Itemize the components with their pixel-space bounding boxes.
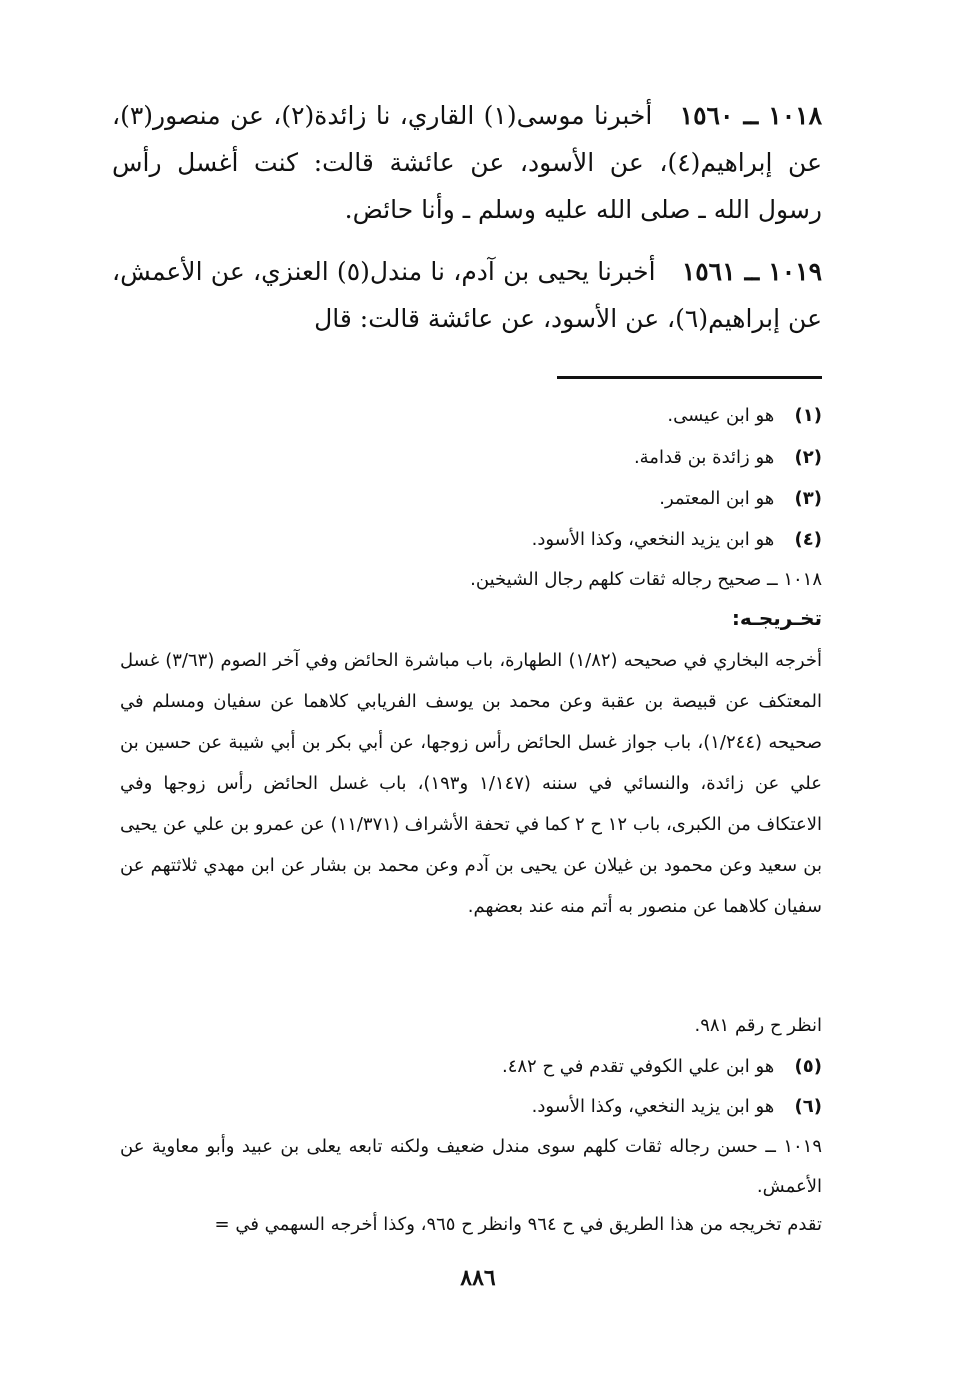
footnote-mark: (٦) [794, 1096, 822, 1117]
footnote-text: هو ابن المعتمر. [659, 488, 775, 509]
footnote-text: هو زائدة بن قدامة. [633, 447, 775, 468]
footnote-mark: (٣) [794, 488, 822, 509]
see-also: انظر ح رقم ٩٨١. [694, 1015, 822, 1036]
hadith-text: أخبرنا موسى(١) القاري، نا زائدة(٢)، عن منصور(٣)، عن إبراهيم(٤)، عن الأسود، عن عائشة قالت: كنت أغسل رأس رسول الله ـ صلى الله عليه وسلم ـ وأنا حائض. [112, 101, 822, 224]
footnote-mark: (٢) [794, 447, 822, 468]
footnote-item [502, 1054, 822, 1080]
grading-1018: ١٠١٨ ــ صحيح رجاله ثقات كلهم رجال الشيخين. [470, 569, 822, 590]
continued-note: تقدم تخريجه من هذا الطريق في ح ٩٦٤ وانظر ح ٩٦٥، وكذا أخرجه السهمي في = [214, 1214, 822, 1235]
footnote-item [532, 527, 822, 553]
footnote-mark: (١) [794, 405, 822, 426]
takhrij-text: أخرجه البخاري في صحيحه (١/٨٢) الطهارة، باب مباشرة الحائض وفي آخر الصوم (٣/٦٣) غسل المعتكف عن قبيصة بن عقبة وعن محمد بن يوسف الفريابي كلاهما عن سفيان ومسلم في صحيحه (١/٢٤٤)، باب جواز غسل الحائض رأس زوجها، عن أبي بكر بن أبي شيبة عن حسين بن علي عن زائدة، والنسائي في سننه (١/١٤٧ و١٩٣)، باب غسل الحائض رأس زوجها وفي الاعتكاف من الكبرى، باب ١٢ ح ٢ كما في تحفة الأشراف (١١/٣٧١) عن عمرو بن علي عن يحيى بن سعيد وعن محمود بن غيلان عن يحيى بن آدم وعن محمد بن بشار عن ابن مهدي ثلاثتهم عن سفيان كلاهما عن منصور به أتم منه عند بعضهم. [120, 650, 822, 917]
footnote-item [667, 403, 822, 429]
hadith-1019 [112, 248, 822, 342]
page-number: ٨٨٦ [460, 1265, 496, 1291]
footnote-text: هو ابن يزيد النخعي، وكذا الأسود. [531, 529, 775, 550]
hadith-number: ١٠١٩ ــ ١٥٦١ [681, 257, 823, 286]
hadith-1018 [112, 92, 822, 233]
footnote-divider [557, 376, 822, 379]
hadith-text: أخبرنا يحيى بن آدم، نا مندل(٥) العنزي، عن الأعمش، عن إبراهيم(٦)، عن الأسود، عن عائشة قالت: قال [112, 257, 822, 333]
footnote-text: هو ابن عيسى. [667, 405, 775, 426]
footnote-mark: (٤) [794, 529, 822, 550]
footnote-item [634, 445, 822, 471]
footnote-text: هو ابن يزيد النخعي، وكذا الأسود. [531, 1096, 775, 1117]
grading-1019: ١٠١٩ ــ حسن رجاله ثقات كلهم سوى مندل ضعيف ولكنه تابعه يعلى بن عبيد وأبو معاوية عن الأعمش. [120, 1136, 822, 1197]
footnote-item [659, 486, 822, 512]
takhrij-heading: تخـريجـه: [731, 606, 822, 630]
hadith-number: ١٠١٨ ــ ١٥٦٠ [679, 101, 822, 130]
footnote-mark: (٥) [794, 1056, 822, 1077]
footnote-text: هو ابن علي الكوفي تقدم في ح ٤٨٢. [501, 1056, 775, 1077]
footnote-item [532, 1094, 822, 1120]
